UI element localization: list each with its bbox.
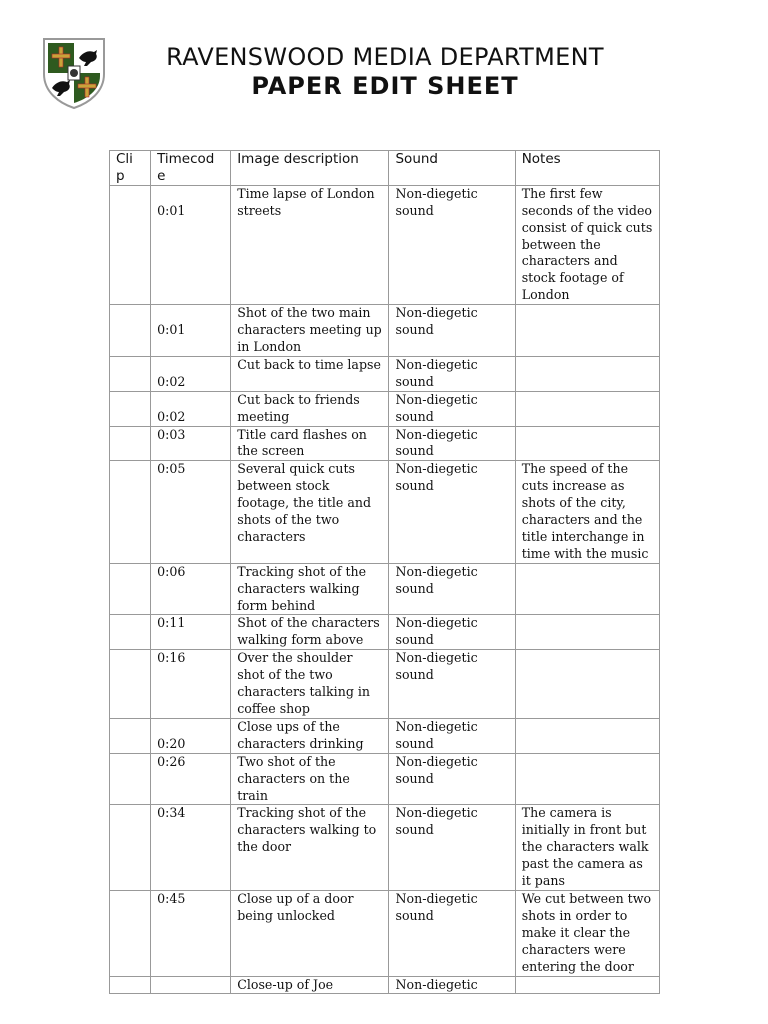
sound-cell: Non-diegetic sound <box>389 753 515 805</box>
paper-edit-table <box>109 150 660 994</box>
sound-cell: Non-diegetic sound <box>389 461 515 563</box>
column-header-sound: Sound <box>389 151 515 186</box>
clip-cell <box>110 461 151 563</box>
notes-cell <box>515 305 659 357</box>
timecode-cell: 0:11 <box>151 615 231 650</box>
description-cell: Over the shoulder shot of the two characters talking in coffee shop <box>231 650 389 719</box>
clip-cell <box>110 718 151 753</box>
sound-cell: Non-diegetic sound <box>389 718 515 753</box>
description-cell: Close ups of the characters drinking <box>231 718 389 753</box>
table-row <box>110 890 660 976</box>
table-row <box>110 615 660 650</box>
description-cell: Close-up of Joe <box>231 976 389 994</box>
notes-cell: The camera is initially in front but the characters walk past the camera as it pans <box>515 805 659 891</box>
timecode-cell: 0:20 <box>151 718 231 753</box>
table-row <box>110 650 660 719</box>
table-row <box>110 356 660 391</box>
clip-cell <box>110 426 151 461</box>
description-cell: Title card flashes on the screen <box>231 426 389 461</box>
table-row <box>110 805 660 891</box>
notes-cell <box>515 976 659 994</box>
timecode-cell: 0:03 <box>151 426 231 461</box>
timecode-cell: 0:02 <box>151 356 231 391</box>
sound-cell: Non-diegetic sound <box>389 426 515 461</box>
notes-cell <box>515 563 659 615</box>
sound-cell: Non-diegetic sound <box>389 356 515 391</box>
timecode-value: 0:01 <box>157 202 186 218</box>
timecode-cell <box>151 185 231 304</box>
sound-cell: Non-diegetic <box>389 976 515 994</box>
timecode-cell: 0:05 <box>151 461 231 563</box>
sound-cell: Non-diegetic sound <box>389 563 515 615</box>
sound-cell: Non-diegetic sound <box>389 391 515 426</box>
sound-cell: Non-diegetic sound <box>389 650 515 719</box>
notes-cell: The first few seconds of the video consist of quick cuts between the characters and stock footage of London <box>515 185 659 304</box>
timecode-cell <box>151 976 231 994</box>
table-row <box>110 426 660 461</box>
description-cell: Tracking shot of the characters walking to the door <box>231 805 389 891</box>
description-cell: Tracking shot of the characters walking form behind <box>231 563 389 615</box>
description-cell: Two shot of the characters on the train <box>231 753 389 805</box>
notes-cell <box>515 718 659 753</box>
table-row <box>110 461 660 563</box>
timecode-cell: 0:02 <box>151 391 231 426</box>
column-header-clip: Cli p <box>110 151 151 186</box>
school-crest-icon <box>41 36 107 110</box>
column-header-timecode: Timecod e <box>151 151 231 186</box>
sound-cell: Non-diegetic sound <box>389 890 515 976</box>
clip-cell <box>110 356 151 391</box>
clip-cell <box>110 391 151 426</box>
sound-cell: Non-diegetic sound <box>389 805 515 891</box>
description-cell: Shot of the two main characters meeting up in London <box>231 305 389 357</box>
clip-cell <box>110 805 151 891</box>
clip-cell <box>110 753 151 805</box>
timecode-cell: 0:06 <box>151 563 231 615</box>
timecode-cell: 0:45 <box>151 890 231 976</box>
column-header-notes: Notes <box>515 151 659 186</box>
clip-cell <box>110 185 151 304</box>
description-cell: Cut back to friends meeting <box>231 391 389 426</box>
page-title: PAPER EDIT SHEET <box>251 72 519 100</box>
clip-cell <box>110 615 151 650</box>
description-cell: Cut back to time lapse <box>231 356 389 391</box>
clip-cell <box>110 890 151 976</box>
description-cell: Shot of the characters walking form above <box>231 615 389 650</box>
table-row <box>110 563 660 615</box>
notes-cell: We cut between two shots in order to make it clear the characters were entering the door <box>515 890 659 976</box>
timecode-cell: 0:26 <box>151 753 231 805</box>
sound-cell: Non-diegetic sound <box>389 615 515 650</box>
clip-cell <box>110 563 151 615</box>
page-header <box>110 42 660 100</box>
table-header-row <box>110 151 660 186</box>
clip-cell <box>110 976 151 994</box>
description-cell: Several quick cuts between stock footage, the title and shots of the two characters <box>231 461 389 563</box>
notes-cell <box>515 615 659 650</box>
column-header-description: Image description <box>231 151 389 186</box>
description-cell: Close up of a door being unlocked <box>231 890 389 976</box>
notes-cell: The speed of the cuts increase as shots of the city, characters and the title interchange in time with the music <box>515 461 659 563</box>
table-row <box>110 305 660 357</box>
timecode-cell: 0:34 <box>151 805 231 891</box>
table-row <box>110 976 660 994</box>
description-cell: Time lapse of London streets <box>231 185 389 304</box>
clip-cell <box>110 305 151 357</box>
table-row <box>110 391 660 426</box>
department-name: RAVENSWOOD MEDIA DEPARTMENT <box>166 43 604 71</box>
notes-cell <box>515 426 659 461</box>
notes-cell <box>515 753 659 805</box>
table-row <box>110 185 660 304</box>
notes-cell <box>515 391 659 426</box>
table-row <box>110 718 660 753</box>
clip-cell <box>110 650 151 719</box>
notes-cell <box>515 650 659 719</box>
timecode-value: 0:01 <box>157 322 186 338</box>
timecode-cell <box>151 305 231 357</box>
table-row <box>110 753 660 805</box>
sound-cell: Non-diegetic sound <box>389 185 515 304</box>
notes-cell <box>515 356 659 391</box>
timecode-cell: 0:16 <box>151 650 231 719</box>
sound-cell: Non-diegetic sound <box>389 305 515 357</box>
